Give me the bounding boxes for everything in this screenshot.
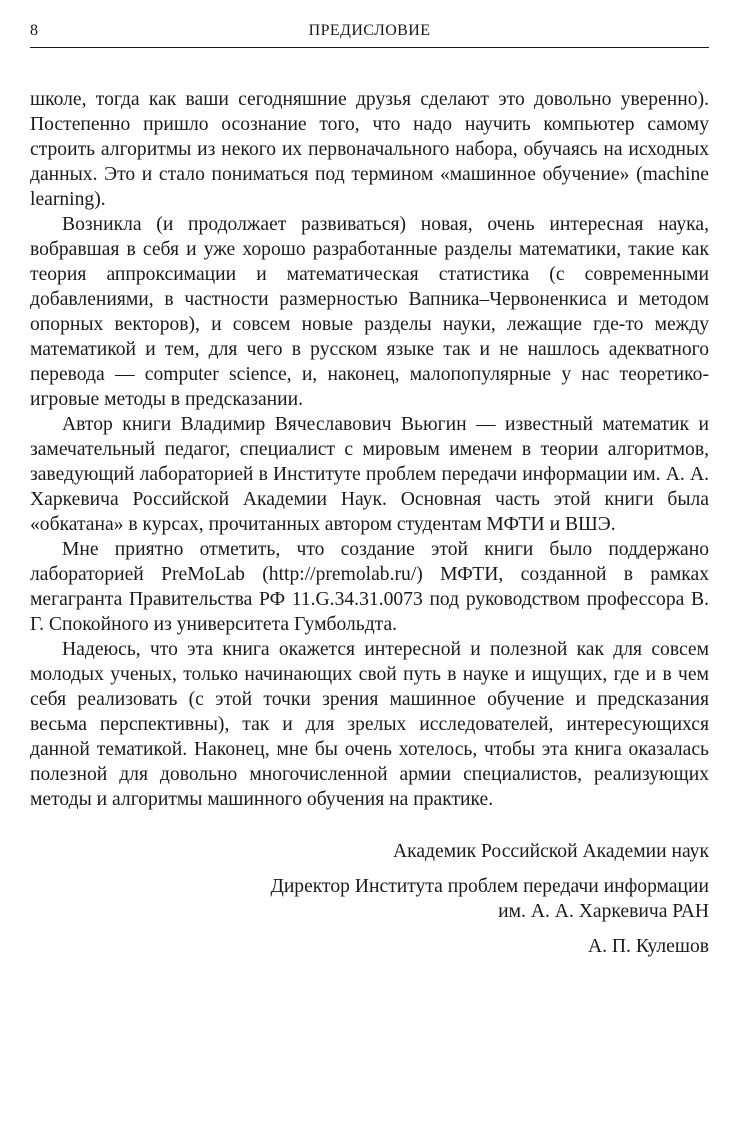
- body-text: [30, 87, 709, 812]
- running-head: [30, 0, 709, 48]
- paragraph-new-science: Возникла (и продолжает развиваться) новая, очень интересная наука, вобравшая в себя и уже хорошо разработанные разделы математики, такие как теория аппроксимации и математическая статистика (с современными добавлениями, в частности размерностью Вапника–Червоненкиса и методом опорных векторов), и совсем новые разделы науки, лежащие где-то между математикой и тем, для чего в русском языке так и не нашлось адекватного перевода — computer science, и, наконец, малопопулярные у нас теоретико-игровые методы в предсказании.: [30, 214, 709, 410]
- paragraph-continuation: школе, тогда как ваши сегодняшние друзья сделают это довольно уверенно). Постепенно пришло осознание того, что надо научить компьютер самому строить алгоритмы из некого их первоначального набора, обучаясь на исходных данных. Это и стало пониматься под термином «машинное обучение» (machine learning).: [30, 89, 709, 210]
- signature-block: [30, 839, 709, 959]
- signature-title: Академик Российской Академии наук: [392, 841, 709, 862]
- signature-institute: им. А. А. Харкевича РАН: [498, 901, 709, 922]
- paragraph-author: Автор книги Владимир Вячеславович Вьюгин — известный математик и замечательный педагог, специалист с мировым именем в теории алгоритмов, заведующий лабораторией в Институте проблем передачи информации им. А. А. Харкевича Российской Академии Наук. Основная часть этой книги была «обкатана» в курсах, прочитанных автором студентам МФТИ и ВШЭ.: [30, 414, 709, 535]
- book-page: [30, 0, 709, 959]
- signature-position: Директор Института проблем передачи информации: [270, 876, 709, 897]
- paragraph-acknowledgement: Мне приятно отметить, что создание этой книги было поддержано лабораторией PreMoLab (http://premolab.ru/) МФТИ, созданной в рамках мегагранта Правительства РФ 11.G.34.31.0073 под руководством профессора В. Г. Спокойного из университета Гумбольдта.: [30, 539, 709, 635]
- paragraph-closing: Надеюсь, что эта книга окажется интересной и полезной как для совсем молодых ученых, только начинающих свой путь в науке и ищущих, где и в чем себя реализовать (с этой точки зрения машинное обучение и предсказания весьма перспективны), так и для зрелых исследователей, интересующихся данной тематикой. Наконец, мне бы очень хотелось, чтобы эта книга оказалась полезной для довольно многочисленной армии специалистов, реализующих методы и алгоритмы машинного обучения на практике.: [30, 639, 709, 810]
- signature-name: А. П. Кулешов: [587, 936, 709, 957]
- page-number: 8: [30, 22, 38, 39]
- section-title: ПРЕДИСЛОВИЕ: [308, 22, 431, 39]
